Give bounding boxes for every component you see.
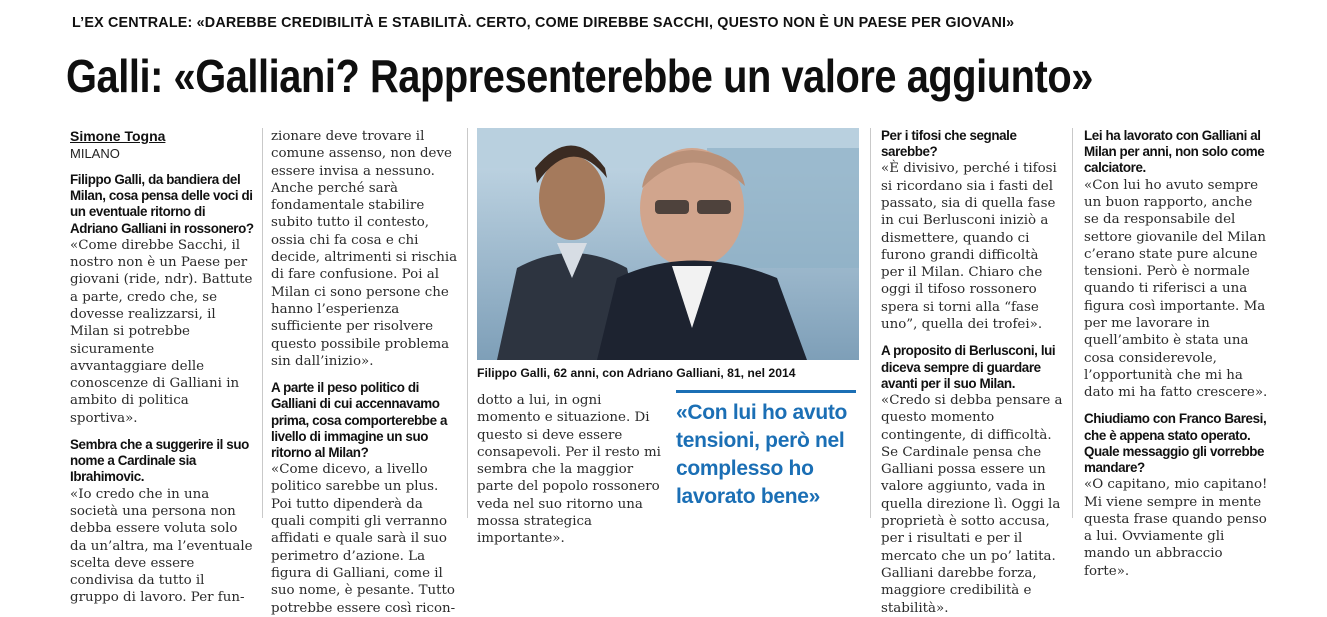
answer-2: «Io credo che in una società una persona non debba essere voluta solo da un’altra, ma l’eventuale scelta deve essere condivisa da tutto il gruppo di lavoro. Per fun- (70, 486, 253, 606)
answer-4: «È divisivo, perché i tifosi si ricordano sia i fasti del passato, sia di quella fase in cui Berlusconi iniziò a dismettere, quando ci furono grandi difficoltà per il Milan. Chiaro che oggi il tifoso rossonero spera si torni alla “fase uno”, quella dei trofei». (881, 161, 1057, 333)
question-2: Sembra che a suggerire il suo nome a Cardinale sia Ibrahimovic. (70, 437, 249, 485)
article-kicker: L’EX CENTRALE: «DAREBBE CREDIBILITÀ E STABILITÀ. CERTO, COME DIREBBE SACCHI, QUESTO NON È UN PAESE PER GIOVANI» (72, 14, 1015, 31)
answer-6: «Con lui ho avuto sempre un buon rapporto, anche se da responsabile del settore giovanile del Milan c’erano state pure alcune tensioni. Però è normale quando ti riferisci a una figura così importante. Ma per me lavorare in quell’ambito è stata una cosa considerevole, l’opportunità che mi ha dato mi ha fatto crescere». (1084, 177, 1268, 401)
photo-caption: Filippo Galli, 62 anni, con Adriano Galliani, 81, nel 2014 (477, 366, 796, 380)
question-6: Lei ha lavorato con Galliani al Milan per anni, non solo come calciatore. (1084, 128, 1265, 176)
question-4: Per i tifosi che segnale sarebbe? (881, 128, 1017, 160)
question-5: A proposito di Berlusconi, lui diceva sempre di guardare avanti per il suo Milan. (881, 343, 1056, 391)
answer-3: «Come dicevo, a livello politico sarebbe un plus. Poi tutto dipenderà da quali compiti gli verranno affidati e quale sarà il suo perimetro d’azione. La figura di Galliani, come il suo nome, è pesante. Tutto potrebbe essere così ricon- (271, 462, 456, 616)
dateline-city: MILANO (70, 146, 120, 161)
column-divider (467, 128, 468, 518)
answer-2-continued: zionare deve trovare il comune assenso, non deve essere invisa a nessuno. Anche perché sarà fondamentale stabilire subito tutto il contesto, ossia chi fa cosa e chi decide, altrimenti si rischia di fare confusione. Poi al Milan ci sono persone che hanno l’esperienza sufficiente per risolvere questo possibile problema sin dall’inizio». (271, 129, 458, 369)
article-headline: Galli: «Galliani? Rappresenterebbe un valore aggiunto» (66, 50, 1093, 102)
answer-3-continued: dotto a lui, in ogni momento e situazione. Di questo si deve essere consapevoli. Per il resto mi sembra che la maggior parte del popolo rossonero veda nel suo ritorno una mossa strategica importante». (477, 393, 661, 547)
author-byline[interactable]: Simone Togna (70, 128, 166, 144)
answer-1: «Come direbbe Sacchi, il nostro non è un Paese per giovani (ride, ndr). Battute a parte, credo che, se dovesse realizzarsi, il Milan si potrebbe sicuramente avvantaggiare delle conoscenze di Galliani in ambito di politica sportiva». (70, 237, 253, 426)
photo-illustration (477, 128, 859, 360)
column-divider (262, 128, 263, 518)
answer-5: «Credo si debba pensare a questo momento contingente, di difficoltà. Se Cardinale pensa che Galliani possa essere un valore aggiunto, vada in quella direzione lì. Oggi la proprietà è sotto accusa, per i risultati e per il mercato che un po’ latita. Galliani darebbe forza, maggiore credibilità e stabilità». (881, 392, 1063, 616)
column-1 (70, 128, 254, 607)
answer-7: «O capitano, mio capitano! Mi viene sempre in mente questa frase quando penso a lui. Ovviamente gli mando un abbraccio forte». (1084, 477, 1268, 579)
article-photo (477, 128, 859, 360)
question-7: Chiudiamo con Franco Baresi, che è appena stato operato. Quale messaggio gli vorrebbe mandare? (1084, 411, 1267, 476)
column-3 (477, 392, 662, 548)
pull-quote: «Con lui ho avuto tensioni, però nel complesso ho lavorato bene» (676, 390, 856, 511)
column-2 (271, 128, 459, 617)
column-5 (1084, 128, 1270, 580)
column-divider (1072, 128, 1073, 518)
question-1: Filippo Galli, da bandiera del Milan, cosa pensa delle voci di un eventuale ritorno di Adriano Galliani in rossonero? (70, 172, 254, 236)
question-3: A parte il peso politico di Galliani di cui accennavamo prima, cosa comporterebbe a livello di immagine un suo ritorno al Milan? (271, 380, 447, 460)
column-4 (881, 128, 1063, 617)
column-divider (870, 128, 871, 518)
